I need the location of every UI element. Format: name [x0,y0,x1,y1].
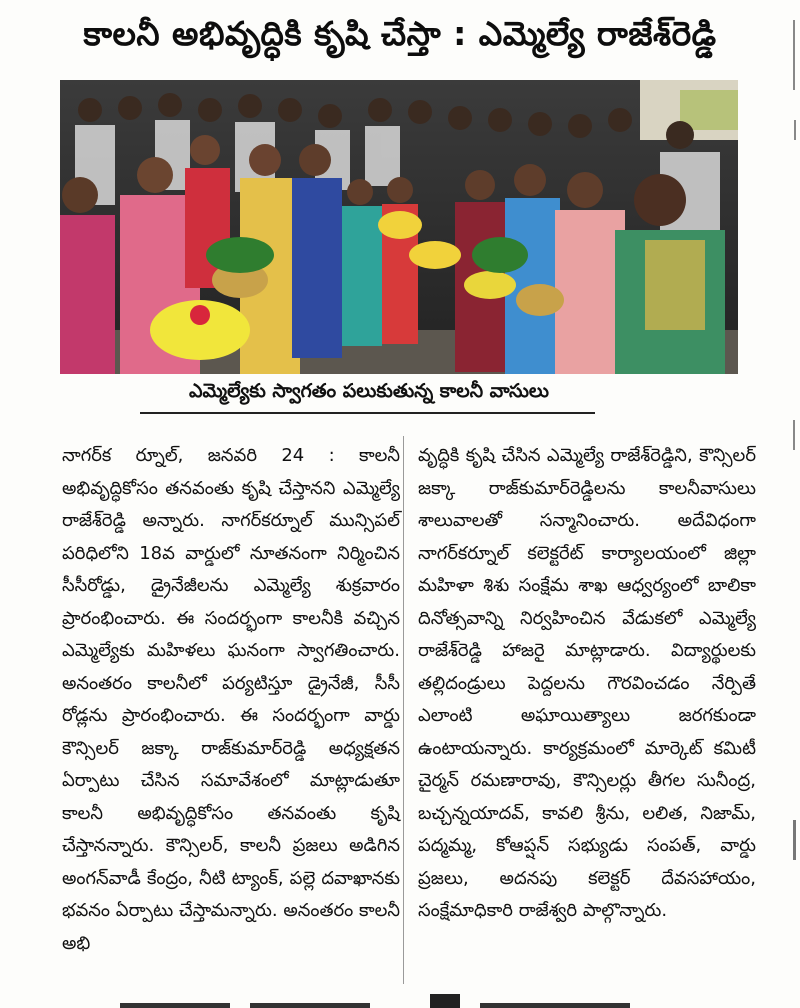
article-column-right [418,440,756,928]
page-edge-ornament [790,0,800,1008]
column-divider [403,436,404,984]
next-article-fragment [100,994,740,1008]
photo-caption: ఎమ్మెల్యేకు స్వాగతం పలుకుతున్న కాలనీ వాసులు [189,380,549,402]
article-body-left: నాగర్‌క ర్నూల్‌, జనవరి 24 : కాలనీ అభివృద్ధికోసం తనవంతు కృషి చేస్తానని ఎమ్మెల్యే రాజేశ్‌రెడ్డి అన్నారు. నాగర్‌కర్నూల్‌ మున్సిపల్‌ పరిధిలోని 18వ వార్డులో నూతనంగా నిర్మించిన సీసీరోడ్డు, డ్రైనేజీలను ఎమ్మెల్యే శుక్రవారం ప్రారంభించారు. ఈ సందర్భంగా కాలనీకి వచ్చిన ఎమ్మెల్యేకు మహిళలు ఘనంగా స్వాగతించారు. అనంతరం కాలనీలో పర్యటిస్తూ డ్రైనేజీ, సీసీ రోడ్లను ప్రారంభించారు. ఈ సందర్భంగా వార్డు కౌన్సిలర్‌ జక్కా రాజ్‌కుమార్‌రెడ్డి అధ్యక్షతన ఏర్పాటు చేసిన సమావేశంలో మాట్లాడుతూ కాలనీ అభివృద్ధికోసం తనవంతు కృషి చేస్తానన్నారు. కౌన్సిలర్‌, కాలనీ ప్రజలు అడిగిన అంగన్‌వాడీ కేంద్రం, నీటి ట్యాంక్‌, పల్లె దవాఖానకు భవనం ఏర్పాటు చేస్తామన్నారు. అనంతరం కాలనీ అభి [62,445,401,954]
article-body-right: వృద్ధికి కృషి చేసిన ఎమ్మెల్యే రాజేశ్‌రెడ్డిని, కౌన్సిలర్‌ జక్కా రాజ్‌కుమార్‌రెడ్డిలను కాలనీవాసులు శాలువాలతో సన్మానించారు. అదేవిధంగా నాగర్‌కర్నూల్‌ కలెక్టరేట్‌ కార్యాలయంలో జిల్లా మహిళా శిశు సంక్షేమ శాఖ ఆధ్వర్యంలో బాలికా దినోత్సవాన్ని నిర్వహించిన వేడుకలో ఎమ్మెల్యే రాజేశ్‌రెడ్డి హాజరై మాట్లాడారు. విద్యార్థులకు తల్లిదండ్రులు పెద్దలను గౌరవించడం నేర్పితే ఎలాంటి అఘాయిత్యాలు జరగకుండా ఉంటాయన్నారు. కార్యక్రమంలో మార్కెట్‌ కమిటీ చైర్మన్‌ రమణారావు, కౌన్సిలర్లు తీగల సునీంద్ర, బచ్చన్నయాదవ్‌, కావలి శ్రీను, లలిత, నిజామ్‌, పద్మమ్మ, కోఆప్షన్‌ సభ్యుడు సంపత్‌, వార్డు ప్రజలు, అదనపు కలెక్టర్‌ దేవసహాయం, సంక్షేమాధికారి రాజేశ్వరి పాల్గొన్నారు. [418,445,756,921]
caption-underline [140,412,595,414]
article-column-left [62,440,400,960]
news-photo [60,80,738,374]
article-headline: కాలనీ అభివృద్ధికి కృషి చేస్తా : ఎమ్మెల్యే రాజేశ్‌రెడ్డి [83,14,717,53]
